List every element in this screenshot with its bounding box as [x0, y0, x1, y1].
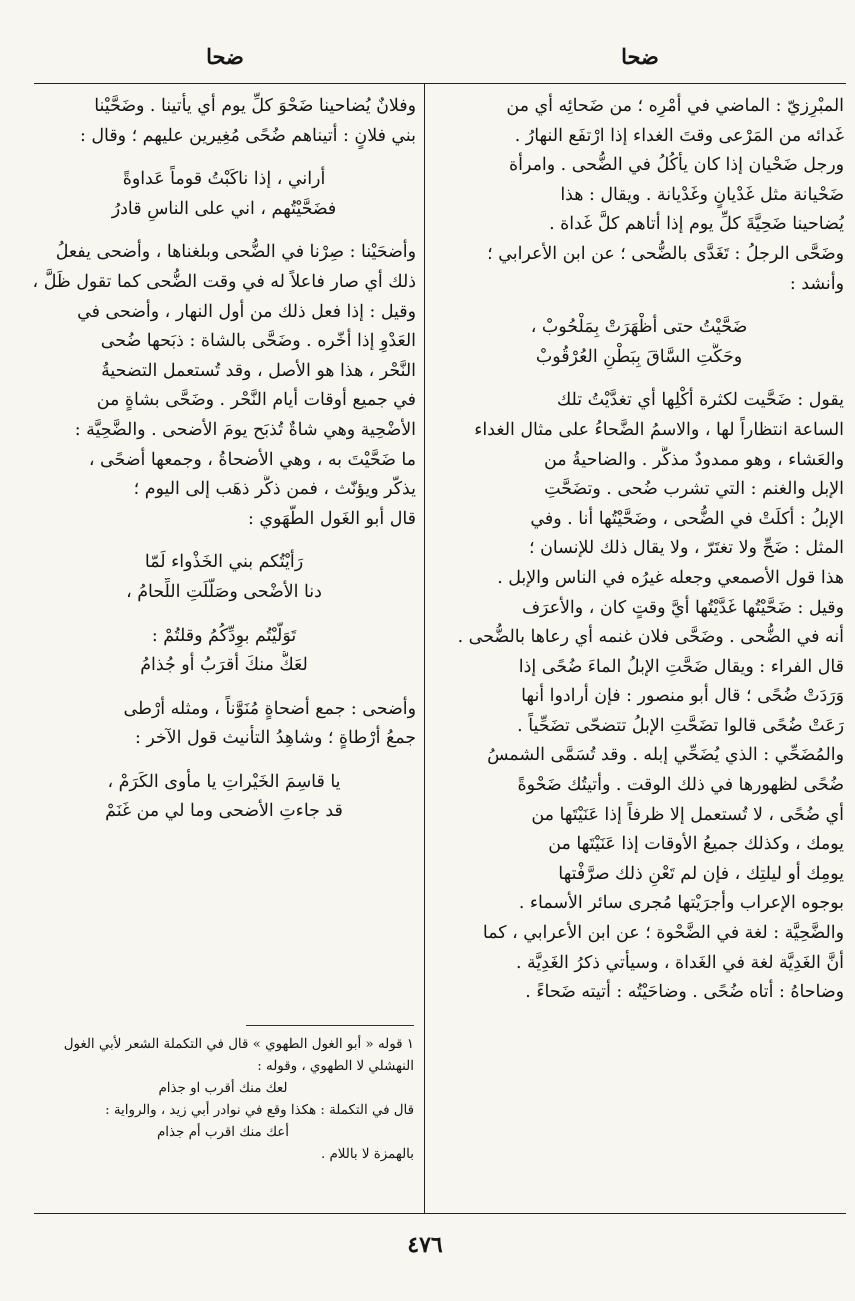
text-line: وضَحَّى الرجلُ : تَغَدَّى بالضُّحى ؛ عن ابن الأعرابي ؛: [487, 243, 844, 264]
text-line: وأنشد :: [789, 273, 844, 294]
text-line: والضَّحِيَّة : لغة في الضَّحْوة ؛ عن ابن الأعرابي ، كما: [482, 923, 844, 944]
verse-line: دنا الأضْحى وصَلَّلَتِ اللِّحامُ ،: [126, 581, 322, 602]
verse-line: تَوَلَّيْتُم بوِدِّكُمُ وقلتُمْ :: [151, 625, 297, 646]
text-line: ذلك أي صار فاعلاً له في وقت الضُّحى كما تقول ظَلَّ ،: [32, 271, 416, 292]
text-line: يقول : ضَحَّيت لكثرة أكْلِها أي تغدَّيْتُ تلك: [556, 390, 844, 411]
text-line: هذا قول الأصمعي وجعله غيرُه في الناس والإبل .: [497, 567, 844, 588]
footnote-line: بالهمزة لا باللام .: [320, 1147, 414, 1162]
text-line: يُضاحينا ضَحِيَّةَ كلِّ يوم إذا أتاهم كلَّ غَداة .: [549, 214, 844, 235]
verse-line: لعَكُّ منكَ أقرَبُ أو جُذامُ: [140, 655, 308, 676]
text-line: والعَشاء ، وهو ممدودٌ مذكَّر . والضاحيةُ من: [543, 449, 844, 470]
text-line: أنَّ الغَدِيَّة لغة في الغَداة ، وسيأتي ذكرُ الغَدِيَّة .: [515, 952, 844, 973]
footer-rule: [34, 1213, 846, 1214]
text-line: ضُحًى لظهورها في ذلك الوقت . وأتيتُك ضَحْوةً: [517, 775, 844, 796]
footnote: [32, 1034, 414, 1166]
page-number: ٤٧٦: [407, 1232, 443, 1258]
footnote-line: ١ قوله « أبو الغول الطهوي » قال في التكملة الشعر لأبي الغول: [63, 1037, 414, 1052]
text-line: وأضحى : جمع أضحاةٍ مُنَوَّناً ، ومثله أرْطى: [123, 698, 416, 719]
footnote-line: قال في التكملة : هكذا وقع في نوادر أبي زيد ، والرواية :: [105, 1103, 414, 1118]
text-line: وقيل : ضَحَّيْتُها غَدَّيْتُها أيَّ وقتٍ كان ، والأعرَف: [522, 597, 844, 618]
text-line: في جميع أوقات أيام النَّحْر . وضَحَّى بشاةٍ من: [96, 390, 416, 411]
left-column: [32, 92, 416, 827]
text-line: ورجل ضَحْيان إذا كان يأكُلُ في الضُّحى . وامرأة: [509, 155, 844, 176]
text-line: بني فلانٍ : أتيناهم ضُحًى مُغِيرين عليهم ؛ وقال :: [80, 125, 416, 146]
right-column: [434, 92, 844, 1008]
running-header-right: ضحا: [621, 44, 659, 69]
text-line: وقيل : إذا فعل ذلك من أول النهار ، وأضحى في: [77, 301, 416, 322]
text-line: أي ضُحًى ، لا تُستعمل إلا ظرفاً إذا عَنَيْتَها من: [531, 804, 844, 825]
verse-line: ضَحَّيْتُ حتى أظْهَرَتْ بِمَلْحُوبْ ،: [530, 317, 748, 338]
verse-line: فضَحَّيْتُهم ، اني على الناسِ قادرُ: [111, 198, 337, 219]
text-line: الأضْحِية وهي شاةٌ تُذبَح يومَ الأضحى . والضَّحِيَّة :: [74, 419, 416, 440]
text-line: يومك ، وكذلك جميعُ الأوقات إذا عَنَيْتَها من: [548, 834, 844, 855]
text-line: بوجوه الإعراب وأجرَيْتها مُجرى سائر الأسماء .: [518, 893, 844, 914]
footnote-line: النهشلي لا الطهوي ، وقوله :: [257, 1059, 414, 1074]
verse-line: وحَكَّتِ السَّاقَ بِبَطْنِ العُرْقُوبْ: [535, 346, 743, 367]
verse-line: أراني ، إذا ناكَبْتُ قوماً عَداوةً: [122, 169, 326, 190]
text-line: قال الفراء : ويقال ضَحَّتِ الإبلُ الماءَ ضُحًى إذا: [518, 656, 844, 677]
text-line: غَدائه من المَرْعى وقتَ الغداء إذا ارْتفَع النهارُ .: [514, 125, 844, 146]
running-header-left: ضحا: [206, 44, 244, 69]
verse-line: رَأيْتُكم بني الخَذْواء لَمّا: [144, 552, 304, 573]
verse-line: يا قاسِمَ الخَيْراتِ يا مأوى الكَرَمْ ،: [107, 771, 341, 792]
footnote-verse: أعك منك اقرب أم جذام: [157, 1125, 289, 1140]
footnote-rule: [246, 1025, 414, 1026]
text-line: قال أبو الغَول الطُّهَوي :: [247, 508, 416, 529]
text-line: الإبلُ : أكلَتْ في الضُّحى ، وضَحَّيْتُها أنا . وفي: [530, 508, 844, 529]
text-line: وَرَدَتْ ضُحًى ؛ قال أبو منصور : فإن أرادوا أنها: [521, 686, 844, 707]
text-line: ما ضَحَّيْتَ به ، وهي الأضحاةُ ، وجمعها أضحًى ،: [88, 449, 416, 470]
text-line: رَعَتْ ضُحًى قالوا تضَحَّتِ الإبلُ تتضحّى تضَحِّياً .: [517, 715, 844, 736]
verse-line: قد جاءتِ الأضحى وما لي من غَنَمْ: [105, 801, 343, 822]
text-line: أنه في الضُّحى . وضَحَّى فلان غنمه أي رعاها بالضُّحى .: [457, 627, 844, 648]
text-line: العَدْوِ إذا أخّره . وضَحَّى بالشاة : ذبَحها ضُحى: [100, 331, 416, 352]
text-line: وفلانٌ يُضاحينا ضَحْوَ كلِّ يوم أي يأتينا . وضَحَّيْنا: [94, 96, 416, 116]
text-line: يذكّر ويؤنّث ، فمن ذكَّر ذهَب إلى اليوم ؛: [133, 479, 416, 500]
text-line: ضَحْيانة مثل غَدْيانٍ وغَدْيانة . ويقال : هذا: [560, 184, 844, 205]
text-line: جمعُ أرْطاةٍ ؛ وشاهِدُ التأنيث قول الآخر :: [134, 728, 416, 749]
text-line: النَّحْر ، هذا هو الأصل ، وقد تُستعمل التضحيةُ: [101, 360, 416, 381]
text-line: المثل : ضَحِّ ولا تغتَرّ ، ولا يقال ذلك للإنسان ؛: [529, 538, 844, 559]
header-rule: [34, 83, 846, 84]
text-line: المبْرِزيّ : الماضي في أمْرِه ؛ من ضَحائِه أي من: [506, 96, 844, 116]
text-line: وضاحاهُ : أتاه ضُحًى . وضاحَيْتُه : أتيته ضَحاءً .: [525, 982, 844, 1003]
text-line: الساعة انتظاراً لها ، والاسمُ الضَّحاءُ على مثال الغداء: [474, 419, 844, 440]
text-line: الإبل والغنم : التي تشرب ضُحى . وتضَحَّتِ: [544, 479, 844, 500]
text-line: يومِك أو ليلتِك ، فإن لم تَعْنِ ذلك صرَّفْتها: [558, 863, 844, 884]
text-line: وأضحَيْنا : صِرْنا في الضُّحى وبلغناها ، وأضحى يفعلُ: [55, 242, 416, 263]
footnote-verse: لعك منك أقرب او جذام: [158, 1081, 288, 1096]
column-divider: [424, 84, 425, 1214]
text-line: والمُضَحِّي : الذي يُضَحِّي إبله . وقد تُسَمَّى الشمسُ: [487, 745, 844, 766]
